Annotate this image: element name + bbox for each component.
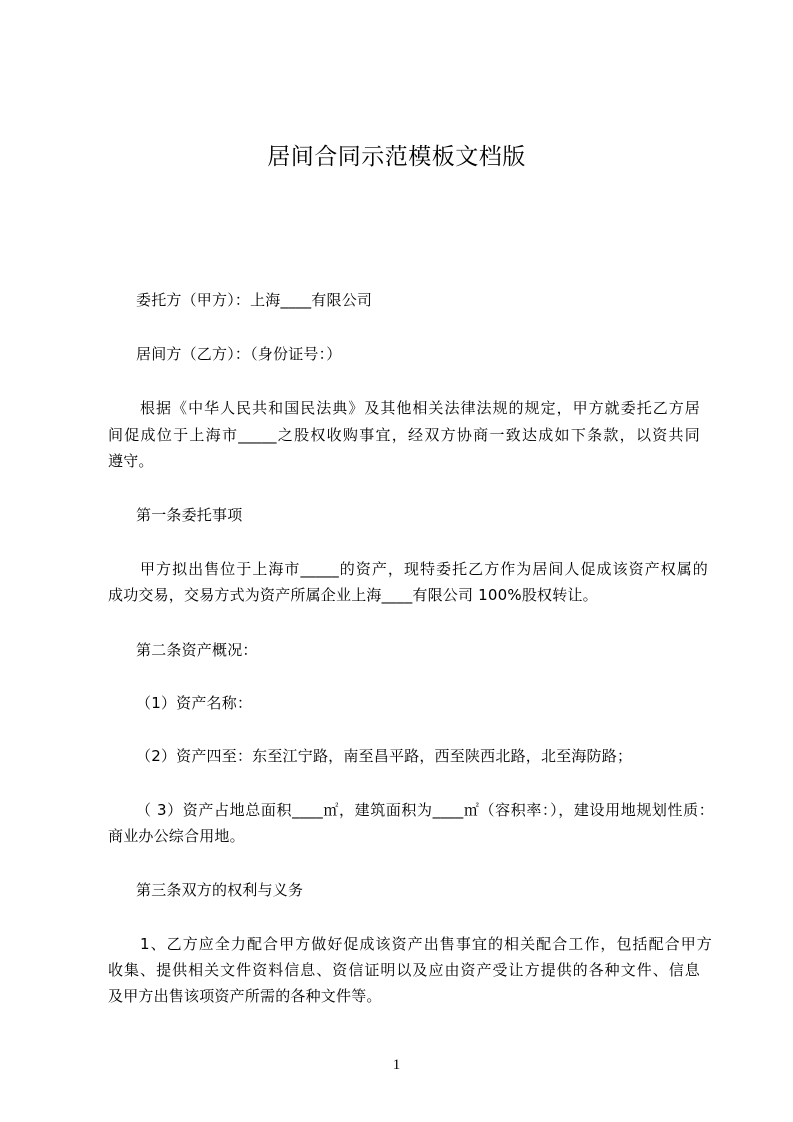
article1-line-2: 成功交易，交易方式为资产所属企业上海____有限公司 100%股权转让。	[108, 586, 598, 604]
asset-area-line-2: 商业办公综合用地。	[108, 827, 245, 845]
document-title: 居间合同示范模板文档版	[267, 144, 526, 170]
asset-boundaries-line: （2）资产四至：东至江宁路，南至昌平路，西至陕西北路，北至海防路；	[136, 747, 633, 765]
article1-heading: 第一条委托事项	[136, 506, 243, 524]
article3-item1-line-3: 及甲方出售该项资产所需的各种文件等。	[108, 987, 382, 1005]
preamble-line-3: 遵守。	[108, 452, 154, 470]
article3-heading: 第三条双方的权利与义务	[136, 881, 304, 899]
asset-name-line: （1）资产名称：	[136, 694, 253, 712]
article1-line-1: 甲方拟出售位于上海市_____的资产，现特委托乙方作为居间人促成该资产权属的	[140, 560, 708, 578]
article3-item1-line-2: 收集、提供相关文件资料信息、资信证明以及应由资产受让方提供的各种文件、信息	[108, 961, 700, 979]
article2-heading: 第二条资产概况：	[136, 641, 258, 659]
preamble-line-2: 间促成位于上海市_____之股权收购事宜，经双方协商一致达成如下条款，以资共同	[108, 426, 700, 444]
party-b-line: 居间方（乙方）：（身份证号：）	[136, 345, 342, 363]
page-number: 1	[392, 1057, 401, 1073]
party-a-line: 委托方（甲方）：上海____有限公司	[136, 291, 373, 309]
article3-item1-line-1: 1、乙方应全力配合甲方做好促成该资产出售事宜的相关配合工作，包括配合甲方	[140, 935, 712, 953]
asset-area-line-1: （ 3）资产占地总面积____㎡，建筑面积为____㎡（容积率：），建设用地规划性质：	[136, 801, 714, 819]
preamble-line-1: 根据《中华人民共和国民法典》及其他相关法律法规的规定，甲方就委托乙方居	[140, 399, 700, 417]
